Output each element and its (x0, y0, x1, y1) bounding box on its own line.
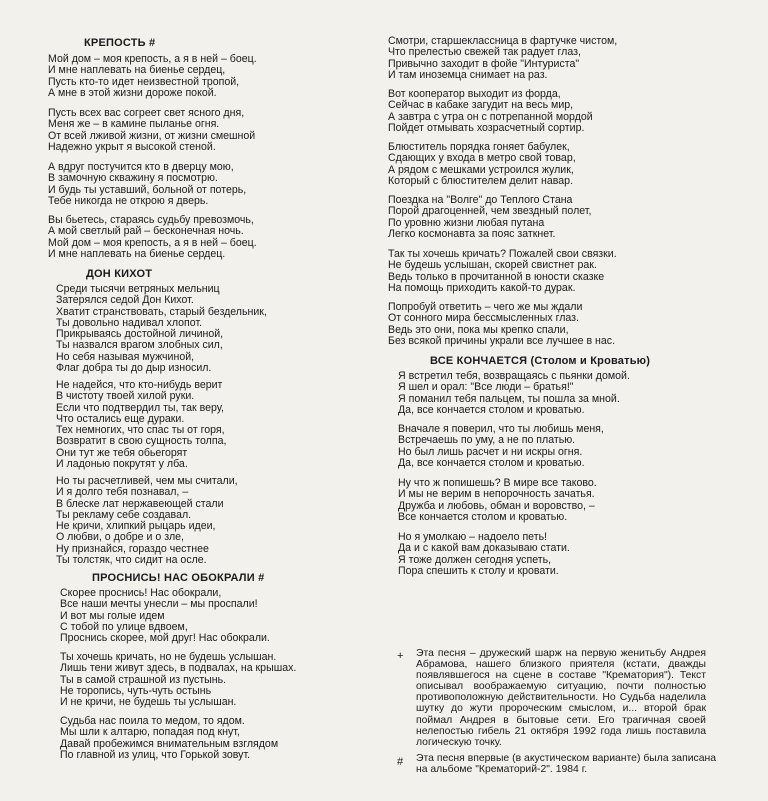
stanza-r5 (388, 249, 617, 294)
verse-line: А вдруг постучится кто в дверцу мою, (48, 161, 234, 173)
verse-line: Ты в самой страшной из пустынь. (60, 673, 227, 686)
verse-line: А рядом с мешками устроился жулик, (388, 163, 574, 176)
footnote-mark: + (397, 650, 404, 662)
verse-line: В замочную скважину я посмотрю. (48, 172, 218, 185)
verse-line: От всей лживой жизни, от жизни смешной (48, 129, 256, 142)
verse-line: Дружба и любовь, обман и воровство, – (398, 499, 595, 512)
verse-line: Ведь только в прочитанной в юности сказке (388, 270, 605, 283)
verse-line: Да, все кончается столом и кроватью. (398, 456, 585, 469)
verse-line: Ну признайся, гораздо честнее (56, 542, 209, 555)
verse-line: И я долго тебя познавал, – (56, 486, 189, 499)
poem-krepost-stanza-2 (48, 108, 255, 153)
verse-line: Который с блюстителем делит навар. (388, 174, 574, 187)
verse-line: Ты назвался врагом злобных сил, (56, 339, 223, 352)
verse-line: Проснись скорее, мой друг! Нас обокрали. (60, 632, 270, 645)
verse-line: Что прелестью свежей так радует глаз, (388, 46, 581, 59)
verse-line: Ну что ж попишешь? В мире все таково. (398, 477, 597, 489)
verse-line: И мы не верим в непорочность зачатья. (398, 488, 595, 501)
verse-line: Ведь это они, пока мы крепко спали, (388, 323, 569, 336)
stanza-r6 (388, 302, 615, 347)
verse-line: Они тут же тебя обьегорят (56, 446, 188, 459)
stanza-r2 (388, 89, 593, 134)
verse-line: Меня же – в камине пыланье огня. (48, 118, 220, 131)
verse-line: Все кончается столом и кроватью. (398, 510, 568, 523)
poem-title: ВСЕ КОНЧАЕТСЯ (Столом и Кроватью) (430, 355, 651, 367)
verse-line: Ты рекламу себе создавал. (56, 508, 192, 521)
verse-line: О любви, о добре и о зле, (56, 531, 184, 544)
footnote-mark-plus (397, 646, 403, 664)
poem-title: КРЕПОСТЬ # (84, 37, 156, 49)
verse-line: Прикрываясь достойной личиной, (56, 328, 224, 341)
verse-line: И ладонью покрутят у лба. (56, 458, 188, 471)
verse-line: Все наши мечты унесли – мы проспали! (60, 598, 258, 611)
verse-line: Я встретил тебя, возвращаясь с пьянки домой. (398, 370, 630, 382)
verse-line: Да, все кончается столом и кроватью. (398, 403, 585, 416)
verse-line: Не кричи, хлипкий рыцарь идеи, (56, 520, 216, 533)
verse-line: Я тоже должен сегодня успеть, (398, 553, 552, 566)
verse-line: А мне в этой жизни дороже покой. (48, 86, 217, 99)
verse-line: По уровню жизни любая путана (388, 216, 545, 229)
footnote-mark: # (397, 756, 404, 768)
verse-line: А мой светлый рай – бесконечная ночь. (48, 225, 244, 238)
verse-line: Если что подтвердил ты, так веру, (56, 401, 224, 414)
poem-title-krepost (84, 37, 155, 49)
verse-line: Я шел и орал: "Все люди – братья!" (398, 381, 574, 394)
poem-krepost-stanza-1 (48, 54, 257, 99)
verse-line: Пора спешить к столу и кровати. (398, 564, 559, 577)
footnote-1 (416, 648, 706, 748)
verse-line: Пойдет отмывать хозрасчетный сортир. (388, 121, 585, 134)
verse-line: Давай пробежимся внимательным взглядом (60, 737, 279, 750)
verse-line: И там иноземца снимает на раз. (388, 68, 548, 81)
verse-line: Возвратит в свою сущность толпа, (56, 435, 227, 448)
poem-vse-stanza-3 (398, 478, 597, 523)
verse-line: И будь ты уставший, больной от потерь, (48, 183, 247, 196)
verse-line: Ты хочешь кричать, но не будешь услышан. (60, 651, 277, 663)
verse-line: Но себя называя мужчиной, (56, 350, 195, 363)
poem-title-prosnis (92, 572, 264, 584)
verse-line: Не торопись, чуть-чуть остынь (60, 684, 212, 697)
verse-line: От сонного мира бессмысленных глаз. (388, 312, 579, 325)
verse-line: Ты толстяк, что сидит на осле. (56, 554, 207, 567)
poem-vse-stanza-4 (398, 532, 570, 577)
verse-line: Что остались еще дураки. (56, 412, 185, 425)
verse-line: Легко космонавта за пояс заткнет. (388, 227, 556, 240)
poem-don-kihot-stanza-3 (56, 476, 238, 566)
footnote-text: Эта песня впервые (в акустическом варианте) была записана на альбоме "Крематорий-2". 1984 г. (416, 753, 716, 776)
verse-line: Не будешь услышан, скорей свистнет рак. (388, 259, 597, 272)
verse-line: С тобой по улице вдвоем, (60, 620, 188, 633)
verse-line: Смотри, старшеклассница в фартучке чистом, (388, 35, 618, 47)
verse-line: Но был лишь расчет и ни искры огня. (398, 445, 583, 458)
verse-line: Блюститель порядка гоняет бабулек, (388, 141, 570, 153)
verse-line: Я поманил тебя пальцем, ты пошла за мной. (398, 392, 620, 405)
verse-line: Лишь тени живут здесь, в подвалах, на крышах. (60, 662, 297, 675)
verse-line: И вот мы голые идем (60, 609, 165, 622)
verse-line: Привычно заходит в фойе "Интуриста" (388, 57, 580, 70)
verse-line: И мне наплевать на биенье сердец, (48, 64, 226, 77)
verse-line: Без всякой причины украли все лучшее в нас. (388, 334, 616, 347)
poem-don-kihot-stanza-1 (56, 284, 267, 374)
poem-title-vse-konchaetsya (430, 355, 650, 367)
verse-line: Вы бьетесь, стараясь судьбу превозмочь, (48, 214, 254, 226)
poem-prosnis-stanza-2 (60, 652, 296, 708)
verse-line: Не надейся, что кто-нибудь верит (56, 379, 223, 391)
stanza-r1 (388, 36, 617, 81)
verse-line: Тебе никогда не открою я дверь. (48, 194, 209, 207)
verse-line: Но я умолкаю – надоело петь! (398, 531, 548, 543)
verse-line: Затерялся седой Дон Кихот. (56, 294, 194, 307)
verse-line: По главной из улиц, что Горькой зовут. (60, 748, 251, 761)
verse-line: Поездка на "Волге" до Теплого Стана (388, 194, 573, 206)
verse-line: Хватит странствовать, старый бездельник, (56, 305, 267, 318)
verse-line: Попробуй ответить – чего же мы ждали (388, 301, 583, 313)
verse-line: Сейчас в кабаке загудит на весь мир, (388, 99, 574, 112)
verse-line: Мой дом – моя крепость, а я в ней – боец. (48, 53, 257, 65)
verse-line: В блеске лат нержавеющей стали (56, 497, 224, 510)
poem-vse-stanza-2 (398, 424, 604, 469)
verse-line: Вот кооператор выходит из форда, (388, 88, 561, 100)
verse-line: И мне наплевать на биенье сердец. (48, 247, 226, 260)
verse-line: Вначале я поверил, что ты любишь меня, (398, 423, 604, 435)
verse-line: Среди тысячи ветряных мельниц (56, 283, 220, 295)
verse-line: Скорее проснись! Нас обокрали, (60, 587, 222, 599)
poem-krepost-stanza-4 (48, 215, 257, 260)
verse-line: Сдающих у входа в метро свой товар, (388, 152, 576, 165)
poem-prosnis-stanza-3 (60, 716, 278, 761)
poem-vse-stanza-1 (398, 371, 630, 416)
poem-title-don-kihot (86, 268, 152, 280)
verse-line: Так ты хочешь кричать? Пожалей свои связки. (388, 248, 617, 260)
verse-line: Тех немногих, что спас ты от горя, (56, 424, 225, 437)
verse-line: На помощь приходить какой-то дурак. (388, 281, 576, 294)
stanza-r3 (388, 142, 576, 187)
verse-line: Встречаешь по уму, а не по платью. (398, 434, 576, 447)
verse-line: Но ты расчетливей, чем мы считали, (56, 475, 238, 487)
verse-line: Мой дом – моя крепость, а я в ней – боец. (48, 236, 257, 249)
verse-line: Пусть всех вас согреет свет ясного дня, (48, 107, 245, 119)
verse-line: И не кричи, не будешь ты услышан. (60, 696, 237, 709)
poem-title: ДОН КИХОТ (86, 268, 153, 280)
footnote-2 (416, 753, 716, 775)
verse-line: А завтра с утра он с потрепанной мордой (388, 110, 593, 123)
footnote-text: Эта песня – дружеский шарж на первую женитьбу Андрея Абрамова, нашего близкого приятеля (кстати, дважды появлявшегося на сцене в составе "Крематория"). Текст описывал воображаемую ситуацию, почти полностью противоположную действительности. Но Судьба наделила шутку до жути пророческим смыслом, и... второй брак поймал Андрея в бытовые сети. Его трагичная своей нелепостью гибель 21 октября 1992 года лишь поставила логическую точку. (416, 648, 706, 748)
verse-line: Флаг добра ты до дыр износил. (56, 362, 212, 375)
verse-line: Пусть кто-то идет неизвестной тропой, (48, 75, 240, 88)
poem-don-kihot-stanza-2 (56, 380, 226, 470)
footnote-mark-hash (397, 752, 403, 770)
stanza-r4 (388, 195, 591, 240)
poem-title: ПРОСНИСЬ! НАС ОБОКРАЛИ # (92, 572, 265, 584)
verse-line: Надежно укрыт я высокой стеной. (48, 140, 216, 153)
verse-line: В чистоту твоей хилой руки. (56, 390, 195, 403)
verse-line: Ты довольно надивал хлопот. (56, 316, 203, 329)
poem-prosnis-stanza-1 (60, 588, 270, 644)
verse-line: Судьба нас поила то медом, то ядом. (60, 715, 245, 727)
verse-line: Да и с какой вам доказываю стати. (398, 542, 570, 555)
poem-krepost-stanza-3 (48, 162, 246, 207)
verse-line: Мы шли к алтарю, попадая под кнут, (60, 726, 240, 739)
verse-line: Порой драгоценней, чем звездный полет, (388, 205, 592, 218)
